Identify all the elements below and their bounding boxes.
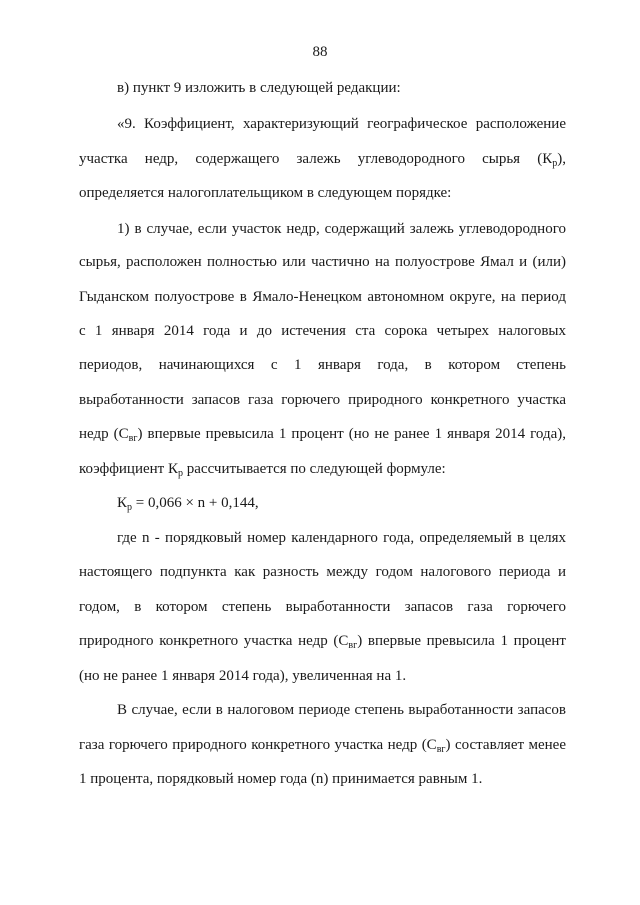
subscript: р [178, 468, 183, 479]
text-line: выработанности запасов газа горючего природного конкретного участка [79, 392, 566, 408]
subscript: вг [436, 744, 446, 755]
text-line: «9. Коэффициент, характеризующий географическое расположение [117, 116, 566, 132]
text-line: сырья, расположен полностью или частично на полуострове Ямал и (или) [79, 254, 566, 270]
text-line: с 1 января 2014 года и до истечения ста сорока четырех налоговых [79, 323, 566, 339]
text-line: недр $(С_{вг})$ впервые превысила 1 процент (но не ранее 1 января 2014 года), [79, 426, 566, 444]
text-line: (но не ранее 1 января 2014 года), увеличенная на 1. [79, 668, 407, 684]
text-line: 1) в случае, если участок недр, содержащий залежь углеводородного [117, 221, 566, 237]
text-line: В случае, если в налоговом периоде степень выработанности запасов [117, 702, 566, 718]
text-line: участка недр, содержащего залежь углеводородного сырья $(К_р)$, [79, 151, 566, 169]
text-line: Гыданском полуострове в Ямало-Ненецком автономном округе, на период [79, 289, 566, 305]
subscript: р [127, 502, 133, 513]
text-line: периодов, начинающихся с 1 января года, в котором степень [79, 357, 566, 373]
subscript: вг [128, 433, 138, 444]
subscript: р [552, 158, 558, 169]
subscript: вг [348, 640, 358, 651]
text-line: газа горючего природного конкретного участка недр $(С_{вг})$ составляет менее [79, 737, 566, 755]
text-line: годом, в котором степень выработанности запасов газа горючего [79, 599, 566, 615]
text-line: природного конкретного участка недр $(С_{вг})$ впервые превысила 1 процент [79, 633, 566, 651]
text-line: коэффициент $К_р$ рассчитывается по следующей формуле: [79, 461, 446, 479]
text-line: определяется налогоплательщиком в следующем порядке: [79, 185, 452, 201]
text-line: настоящего подпункта как разность между годом налогового периода и [79, 564, 566, 580]
text-line: 1 процента, порядковый номер года (n) принимается равным 1. [79, 771, 483, 787]
text-line: в) пункт 9 изложить в следующей редакции: [117, 80, 401, 96]
page-number: 88 [312, 44, 328, 60]
text-line: где n - порядковый номер календарного года, определяемый в целях [117, 530, 566, 546]
formula: $К_р = 0,066 \times n + 0,144$, [117, 495, 259, 513]
